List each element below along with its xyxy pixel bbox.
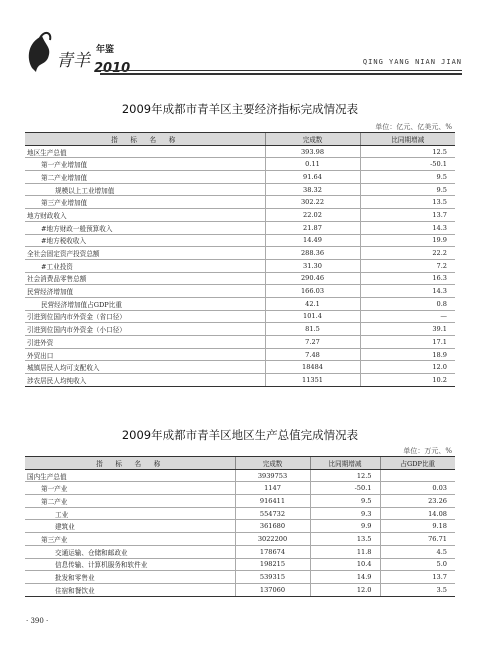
header-rule-thick [100, 73, 462, 75]
col-header-name: 指 标 名 称 [25, 457, 235, 470]
table-row [25, 583, 455, 596]
table-row [25, 310, 455, 323]
row-label: 第一产业增加值 [25, 158, 265, 171]
col-header-change: 比同期增减 [310, 457, 380, 470]
table-row [25, 158, 455, 171]
cell-v1: 91.64 [265, 171, 360, 184]
table-row [25, 183, 455, 196]
cell-v1: 1147 [235, 482, 310, 495]
page-number: · 390 · [26, 617, 49, 625]
cell-v2: 9.5 [360, 183, 455, 196]
row-label: 社会消费品零售总额 [25, 272, 265, 285]
cell-v3: 14.08 [380, 507, 455, 520]
cell-v2: 13.5 [310, 533, 380, 546]
table-row [25, 520, 455, 533]
cell-v2: 9.5 [310, 495, 380, 508]
table-row [25, 272, 455, 285]
cell-v1: 22.02 [265, 209, 360, 222]
cell-v2: 9.9 [310, 520, 380, 533]
cell-v2: 7.2 [360, 259, 455, 272]
cell-v1: 166.03 [265, 285, 360, 298]
cell-v2: 0.8 [360, 297, 455, 310]
cell-v1: 38.32 [265, 183, 360, 196]
cell-v3: 9.18 [380, 520, 455, 533]
cell-v1: 81.5 [265, 323, 360, 336]
row-label: 第二产业增加值 [25, 171, 265, 184]
cell-v2: 19.9 [360, 234, 455, 247]
cell-v1: 3939753 [235, 469, 310, 482]
row-label: 引进到位国内市外资金（省口径） [25, 310, 265, 323]
row-label: #工业投资 [25, 259, 265, 272]
table-gdp [25, 456, 455, 597]
cell-v1: 393.98 [265, 145, 360, 158]
table-row [25, 533, 455, 546]
cell-v1: 7.27 [265, 336, 360, 349]
table2-unit: 单位：万元、% [403, 447, 452, 455]
svg-text:青羊: 青羊 [56, 51, 90, 71]
table-row [25, 285, 455, 298]
cell-v2: 14.3 [360, 221, 455, 234]
cell-v1: 14.49 [265, 234, 360, 247]
table-row [25, 171, 455, 184]
cell-v1: 31.30 [265, 259, 360, 272]
cell-v2: 12.0 [310, 583, 380, 596]
row-label: 住宿和餐饮业 [25, 583, 235, 596]
cell-v2: 14.9 [310, 571, 380, 584]
cell-v1: 554732 [235, 507, 310, 520]
cell-v2: 12.5 [360, 145, 455, 158]
row-label: 国内生产总值 [25, 469, 235, 482]
row-label: #地方税收收入 [25, 234, 265, 247]
col-header-share: 占GDP比重 [380, 457, 455, 470]
cell-v3: 3.5 [380, 583, 455, 596]
row-label: 第三产业增加值 [25, 196, 265, 209]
table-main-indicators [25, 132, 455, 387]
cell-v2: 12.0 [360, 361, 455, 374]
row-label: 第一产业 [25, 482, 235, 495]
cell-v2: 10.2 [360, 374, 455, 387]
table-row [25, 221, 455, 234]
table-row [25, 361, 455, 374]
row-label: 规模以上工业增加值 [25, 183, 265, 196]
cell-v3: 76.71 [380, 533, 455, 546]
cell-v2: 39.1 [360, 323, 455, 336]
cell-v2: -50.1 [310, 482, 380, 495]
cell-v2: -50.1 [360, 158, 455, 171]
cell-v2: 13.7 [360, 209, 455, 222]
cell-v1: 3022200 [235, 533, 310, 546]
row-label: 批发和零售业 [25, 571, 235, 584]
table-row [25, 348, 455, 361]
table-row [25, 234, 455, 247]
table-row [25, 323, 455, 336]
row-label: #地方财政一般预算收入 [25, 221, 265, 234]
cell-v3: 0.03 [380, 482, 455, 495]
cell-v3 [380, 469, 455, 482]
cell-v1: 302.22 [265, 196, 360, 209]
col-header-value: 完成数 [235, 457, 310, 470]
col-header-change: 比同期增减 [360, 133, 455, 146]
cell-v1: 539315 [235, 571, 310, 584]
table-row [25, 558, 455, 571]
table-row [25, 145, 455, 158]
cell-v2: 10.4 [310, 558, 380, 571]
cell-v2: 13.5 [360, 196, 455, 209]
col-header-value: 完成数 [265, 133, 360, 146]
row-label: 引进外资 [25, 336, 265, 349]
table-row [25, 482, 455, 495]
table-row [25, 259, 455, 272]
cell-v1: 21.87 [265, 221, 360, 234]
cell-v1: 18484 [265, 361, 360, 374]
cell-v3: 4.5 [380, 545, 455, 558]
cell-v2: 9.3 [310, 507, 380, 520]
table1-unit: 单位：亿元、亿美元、% [375, 123, 452, 131]
table-row [25, 247, 455, 260]
row-label: 涉农居民人均纯收入 [25, 374, 265, 387]
svg-text:2010: 2010 [94, 61, 131, 76]
cell-v2: 11.8 [310, 545, 380, 558]
row-label: 民营经济增加值占GDP比重 [25, 297, 265, 310]
cell-v1: 101.4 [265, 310, 360, 323]
cell-v1: 178674 [235, 545, 310, 558]
cell-v1: 198215 [235, 558, 310, 571]
cell-v3: 23.26 [380, 495, 455, 508]
cell-v1: 137060 [235, 583, 310, 596]
row-label: 信息传输、计算机服务和软件业 [25, 558, 235, 571]
row-label: 民营经济增加值 [25, 285, 265, 298]
header-rule [100, 70, 462, 71]
row-label: 城镇居民人均可支配收入 [25, 361, 265, 374]
row-label: 地方财政收入 [25, 209, 265, 222]
cell-v1: 11351 [265, 374, 360, 387]
cell-v2: — [360, 310, 455, 323]
cell-v1: 7.48 [265, 348, 360, 361]
row-label: 外贸出口 [25, 348, 265, 361]
row-label: 第三产业 [25, 533, 235, 546]
cell-v2: 18.9 [360, 348, 455, 361]
cell-v2: 16.3 [360, 272, 455, 285]
table1-title: 2009年成都市青羊区主要经济指标完成情况表 [121, 102, 359, 116]
cell-v1: 0.11 [265, 158, 360, 171]
page-header [22, 28, 462, 88]
row-label: 引进到位国内市外资金（小口径） [25, 323, 265, 336]
cell-v1: 42.1 [265, 297, 360, 310]
table-row [25, 336, 455, 349]
table-row [25, 469, 455, 482]
table-row [25, 507, 455, 520]
cell-v1: 361680 [235, 520, 310, 533]
cell-v1: 290.46 [265, 272, 360, 285]
row-label: 交通运输、仓储和邮政业 [25, 545, 235, 558]
row-label: 地区生产总值 [25, 145, 265, 158]
col-header-name: 指 标 名 称 [25, 133, 265, 146]
cell-v2: 22.2 [360, 247, 455, 260]
row-label: 第二产业 [25, 495, 235, 508]
table-row [25, 374, 455, 387]
cell-v2: 14.3 [360, 285, 455, 298]
table-row [25, 545, 455, 558]
svg-text:年鉴: 年鉴 [96, 45, 115, 55]
cell-v2: 12.5 [310, 469, 380, 482]
cell-v2: 9.5 [360, 171, 455, 184]
cell-v2: 17.1 [360, 336, 455, 349]
cell-v3: 5.0 [380, 558, 455, 571]
cell-v1: 288.36 [265, 247, 360, 260]
cell-v1: 916411 [235, 495, 310, 508]
table-row [25, 196, 455, 209]
row-label: 建筑业 [25, 520, 235, 533]
row-label: 工业 [25, 507, 235, 520]
table-row [25, 209, 455, 222]
table2-title: 2009年成都市青羊区地区生产总值完成情况表 [121, 428, 359, 442]
cell-v3: 13.7 [380, 571, 455, 584]
table-row [25, 571, 455, 584]
table-row [25, 297, 455, 310]
table-row [25, 495, 455, 508]
header-pinyin: QING YANG NIAN JIAN [362, 58, 462, 66]
row-label: 全社会固定资产投资总额 [25, 247, 265, 260]
